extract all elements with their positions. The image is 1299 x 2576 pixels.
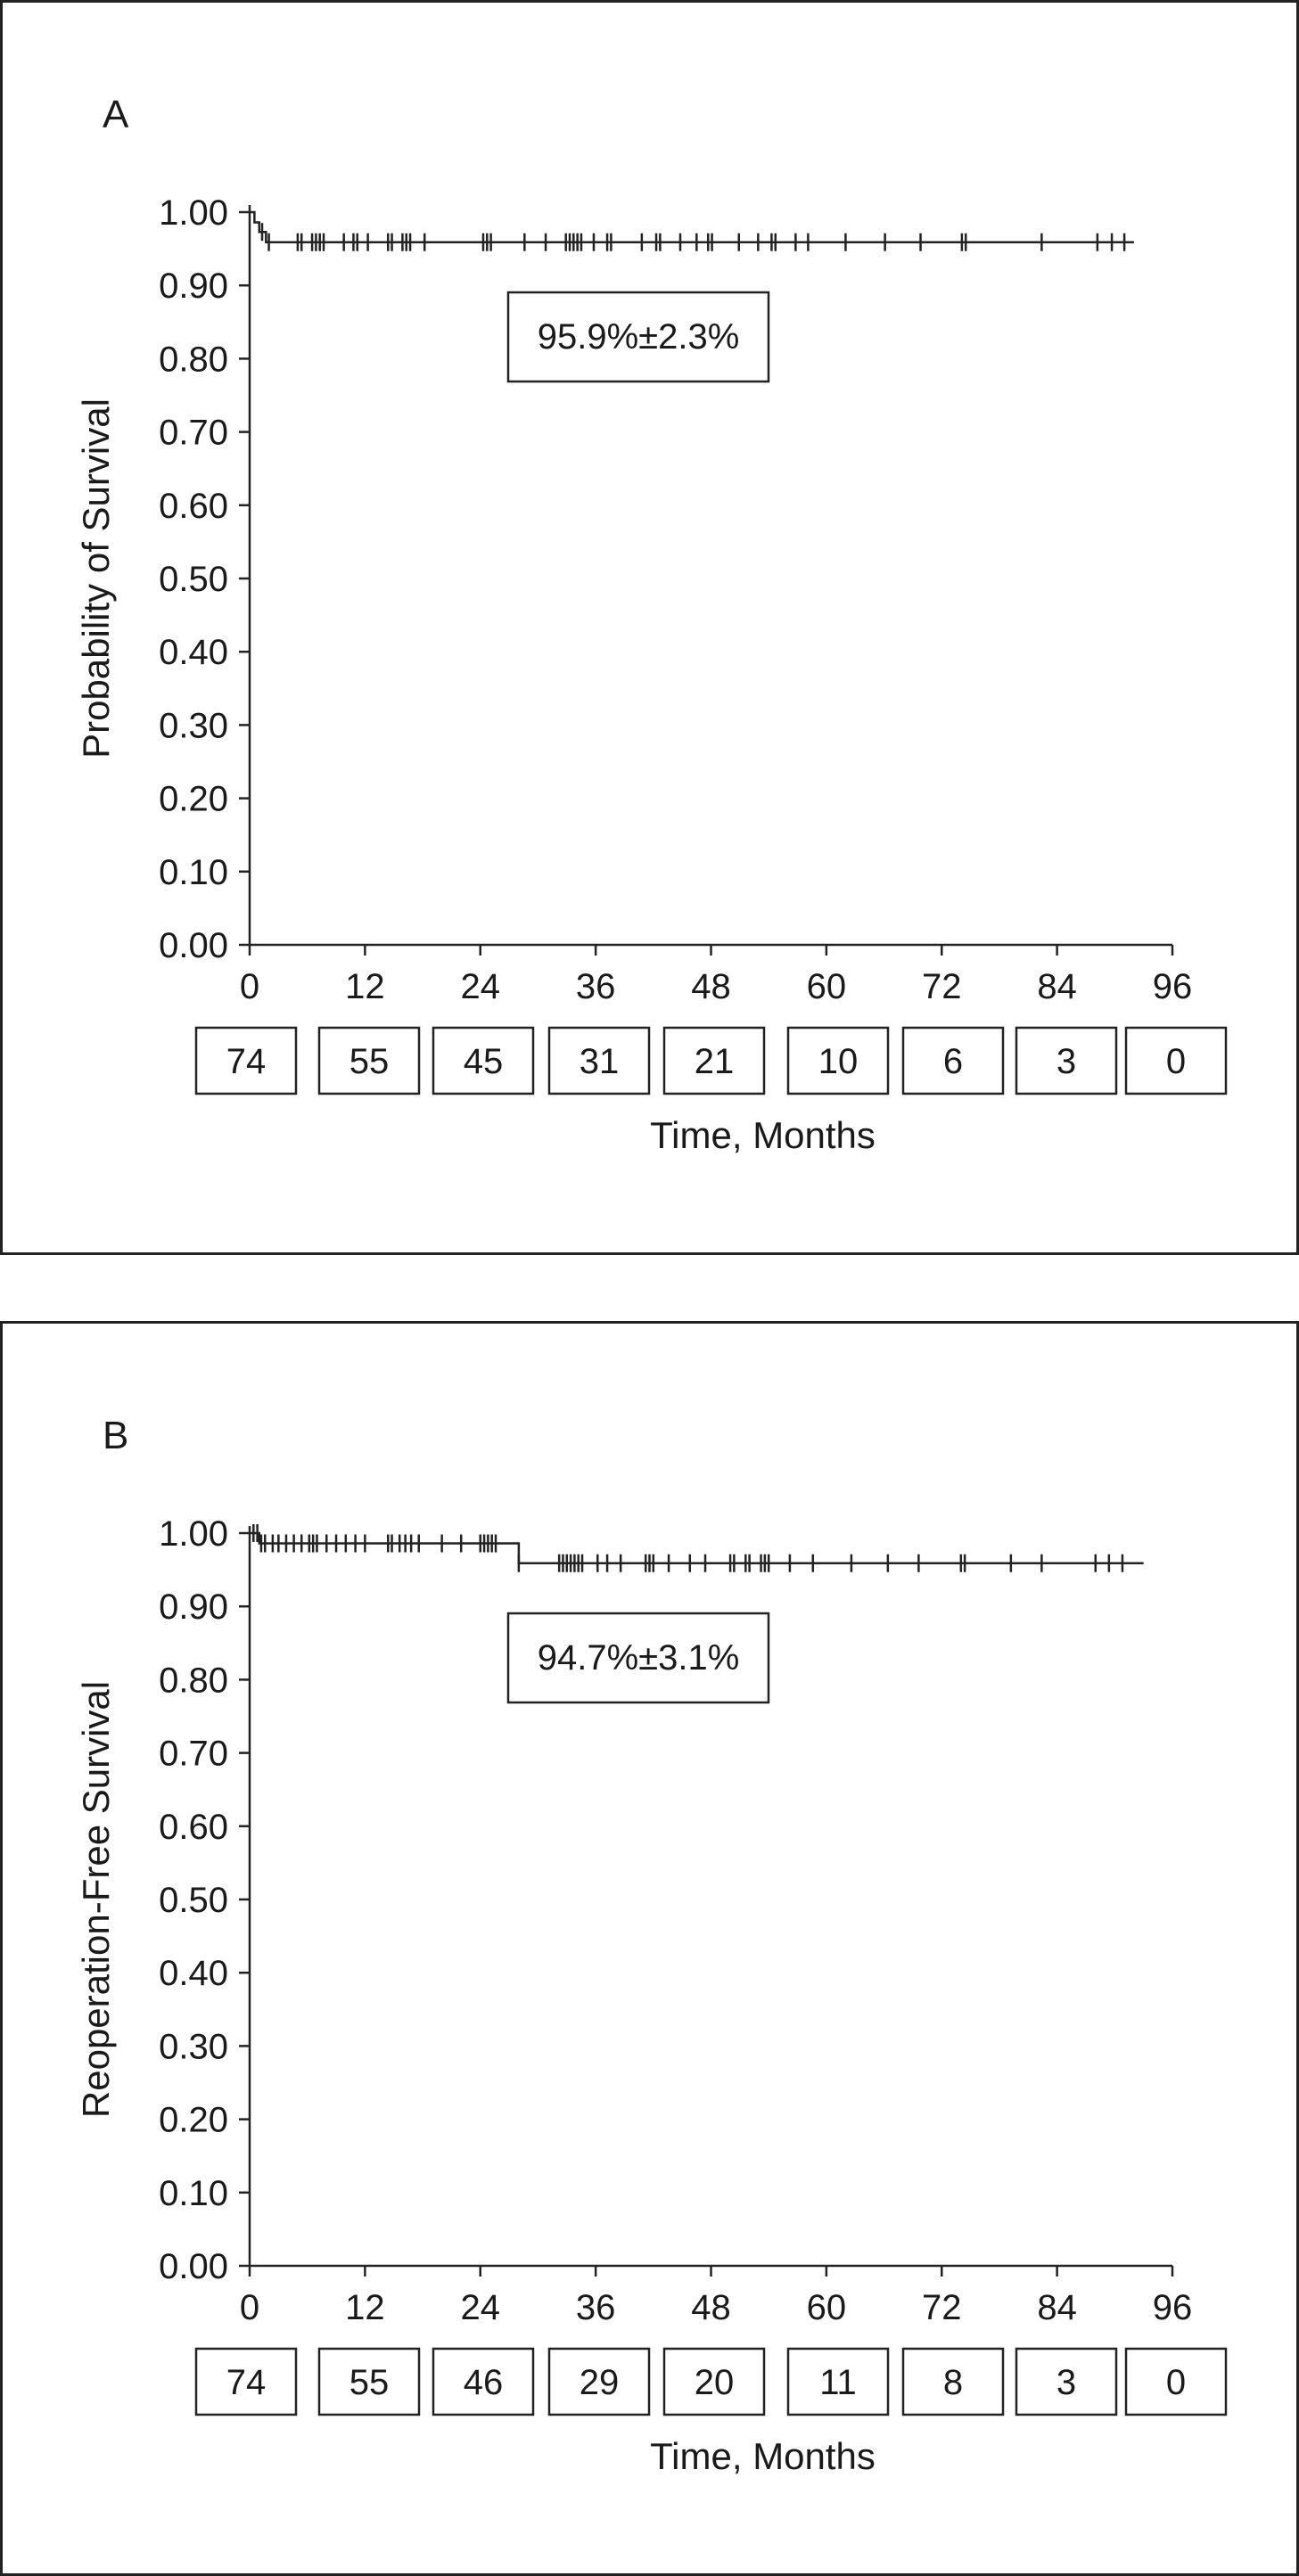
y-tick-label: 0.60	[159, 1807, 228, 1847]
y-tick-label: 0.60	[159, 486, 228, 526]
at-risk-count: 8	[942, 2363, 964, 2402]
x-tick-label: 36	[575, 2288, 616, 2327]
at-risk-count: 0	[1165, 2363, 1187, 2402]
at-risk-count: 10	[818, 1042, 859, 1081]
x-tick-label: 60	[806, 967, 847, 1006]
annotation-text: 94.7%±3.1%	[537, 1638, 740, 1678]
x-tick-label: 96	[1152, 967, 1193, 1006]
y-tick-label: 0.00	[159, 2247, 228, 2286]
at-risk-count: 20	[694, 2363, 735, 2402]
annotation-text: 95.9%±2.3%	[537, 317, 740, 357]
y-tick-label: 0.20	[159, 779, 228, 819]
x-tick-label: 72	[922, 2288, 962, 2327]
at-risk-count: 46	[463, 2363, 504, 2402]
x-tick-label: 0	[239, 2288, 260, 2327]
x-tick-label: 24	[460, 967, 500, 1006]
y-tick-label: 0.50	[159, 1881, 228, 1920]
y-tick-label: 0.10	[159, 852, 228, 892]
panel-label: B	[103, 1414, 129, 1457]
x-tick-label: 48	[691, 2288, 731, 2327]
y-axis-label: Reoperation-Free Survival	[75, 1680, 117, 2119]
y-tick-label: 0.80	[159, 340, 228, 380]
at-risk-count: 3	[1056, 2363, 1077, 2402]
survival-curve	[250, 1533, 1144, 1563]
panel-label: A	[103, 93, 129, 136]
x-tick-label: 0	[239, 967, 260, 1006]
at-risk-count: 45	[463, 1042, 504, 1081]
y-axis-label: Probability of Survival	[75, 398, 117, 759]
y-tick-label: 0.10	[159, 2173, 228, 2213]
x-tick-label: 12	[345, 967, 385, 1006]
y-tick-label: 0.20	[159, 2100, 228, 2140]
panel-a	[0, 0, 1299, 1255]
x-axis-label: Time, Months	[650, 1114, 876, 1156]
x-axis-label: Time, Months	[650, 2435, 876, 2477]
y-tick-label: 0.40	[159, 1954, 228, 1994]
at-risk-count: 29	[579, 2363, 620, 2402]
x-tick-label: 12	[345, 2288, 385, 2327]
x-tick-label: 36	[575, 967, 616, 1006]
x-tick-label: 96	[1152, 2288, 1193, 2327]
x-tick-label: 72	[922, 967, 962, 1006]
y-tick-label: 1.00	[159, 193, 228, 233]
y-tick-label: 0.90	[159, 267, 228, 307]
at-risk-count: 31	[579, 1042, 620, 1081]
y-tick-label: 0.80	[159, 1661, 228, 1701]
at-risk-count: 0	[1165, 1042, 1187, 1081]
at-risk-count: 3	[1056, 1042, 1077, 1081]
panel-b	[0, 1321, 1299, 2576]
at-risk-count: 11	[819, 2363, 857, 2402]
y-tick-label: 0.00	[159, 926, 228, 965]
y-tick-label: 0.90	[159, 1587, 228, 1628]
y-tick-label: 0.30	[159, 706, 228, 746]
at-risk-count: 6	[942, 1042, 964, 1081]
y-tick-label: 0.70	[159, 1734, 228, 1774]
at-risk-count: 74	[226, 2363, 267, 2402]
x-tick-label: 24	[460, 2288, 500, 2327]
x-tick-label: 48	[691, 967, 731, 1006]
at-risk-count: 55	[349, 1042, 390, 1081]
at-risk-count: 55	[349, 2363, 390, 2402]
x-tick-label: 84	[1037, 2288, 1077, 2327]
km-chart-b	[0, 1321, 1299, 2576]
y-tick-label: 0.70	[159, 413, 228, 453]
at-risk-count: 74	[226, 1042, 267, 1081]
km-chart-a	[0, 0, 1299, 1255]
y-tick-label: 0.40	[159, 633, 228, 673]
y-tick-label: 1.00	[159, 1514, 228, 1554]
at-risk-count: 21	[694, 1042, 735, 1081]
y-tick-label: 0.30	[159, 2027, 228, 2067]
x-tick-label: 60	[806, 2288, 847, 2327]
survival-curve	[250, 212, 1134, 242]
x-tick-label: 84	[1037, 967, 1077, 1006]
y-tick-label: 0.50	[159, 560, 228, 599]
